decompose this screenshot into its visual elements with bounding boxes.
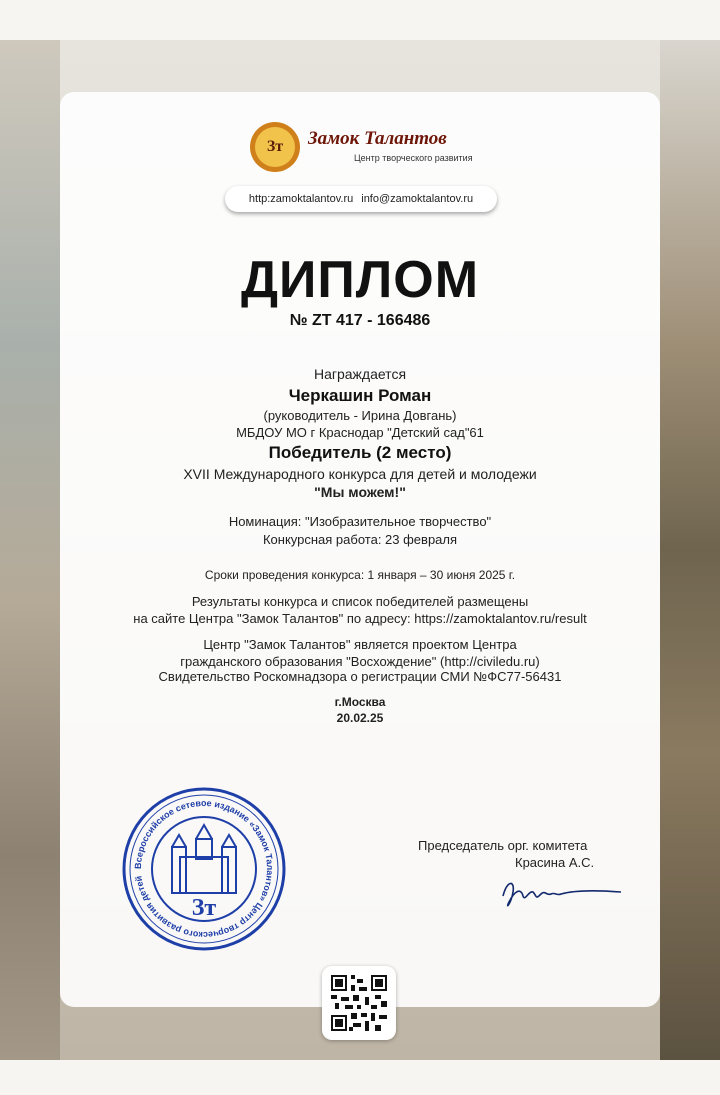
brand-name: Замок Талантов <box>308 128 447 149</box>
institution: МБДОУ МО г Краснодар "Детский сад"61 <box>236 425 484 440</box>
contest-name: "Мы можем!" <box>314 484 406 500</box>
signature-name: Красина А.С. <box>515 855 595 870</box>
nomination: Номинация: "Изобразительное творчество" <box>228 514 492 529</box>
seal-letters: Зт <box>191 895 217 921</box>
round-seal-icon <box>120 785 288 953</box>
work: Конкурсная работа: 23 февраля <box>262 532 458 547</box>
recipient-name: Черкашин Роман <box>288 386 432 405</box>
place: Победитель (2 место) <box>268 443 452 462</box>
diploma-number: № ZT 417 - 166486 <box>289 312 431 329</box>
top-margin <box>0 0 720 40</box>
logo-letters: Зт <box>255 127 295 167</box>
date: 20.02.25 <box>336 711 384 725</box>
contest: XVII Международного конкурса для детей и молодежи <box>183 466 537 482</box>
email-link[interactable]: info@zamoktalantov.ru <box>361 193 474 205</box>
results-line-2: на сайте Центра "Замок Талантов" по адресу: https://zamoktalantov.ru/result <box>133 611 587 626</box>
seal-text: Всероссийское сетевое издание «Замок Талантов» Центр творческого развития детей <box>132 797 276 941</box>
background-photo-left <box>0 40 60 1060</box>
signature-title: Председатель орг. комитета <box>418 838 588 853</box>
brand-subtitle: Центр творческого развития <box>354 153 473 163</box>
dates: Сроки проведения конкурса: 1 января – 30 июня 2025 г. <box>204 568 516 582</box>
diploma-title: ДИПЛОМ <box>240 251 480 309</box>
qr-code-icon <box>331 975 387 1031</box>
handwritten-signature-icon <box>495 866 625 916</box>
bottom-margin <box>0 1060 720 1095</box>
background-photo-right <box>660 40 720 1060</box>
city: г.Москва <box>334 695 386 709</box>
qr-code[interactable] <box>322 966 396 1040</box>
awarded-label: Награждается <box>313 366 407 382</box>
links-pill <box>225 186 497 212</box>
project-line-2: гражданского образования "Восхождение" (http://civiledu.ru) <box>180 654 540 669</box>
site-link[interactable]: http:zamoktalantov.ru <box>248 193 354 205</box>
project-line-3: Свидетельство Роскомнадзора о регистрации СМИ №ФС77-56431 <box>158 669 562 684</box>
results-line-1: Результаты конкурса и список победителей размещены <box>191 594 529 609</box>
castle-logo-icon <box>250 122 300 172</box>
supervisor: (руководитель - Ирина Довгань) <box>263 408 457 423</box>
project-line-1: Центр "Замок Талантов" является проектом Центра <box>203 637 517 652</box>
